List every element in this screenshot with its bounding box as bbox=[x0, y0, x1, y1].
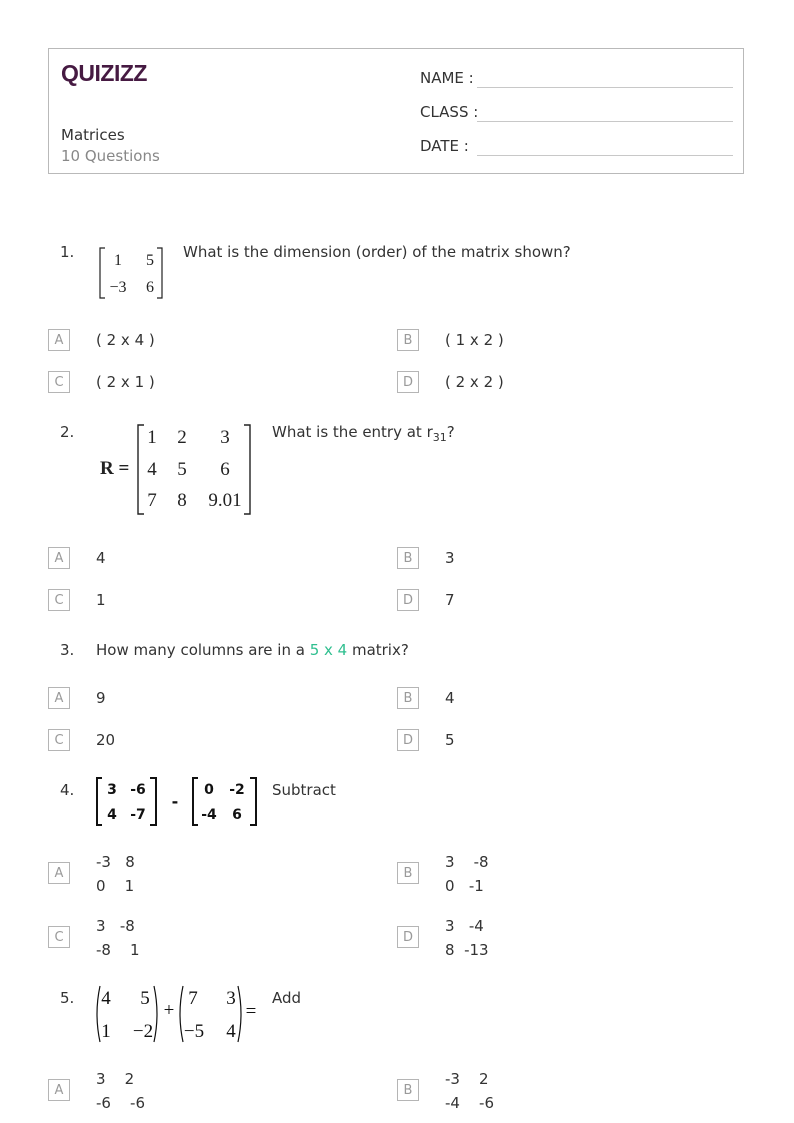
question-1-text: What is the dimension (order) of the matrix shown? bbox=[183, 243, 571, 261]
matrix-entry: 4 bbox=[147, 459, 157, 480]
option-line: 8 -13 bbox=[445, 941, 489, 959]
option-b-box[interactable]: B bbox=[397, 862, 419, 884]
question-5-addition bbox=[92, 983, 262, 1047]
matrix-entry: −5 bbox=[183, 1021, 205, 1042]
option-b-text bbox=[445, 686, 455, 710]
question-4-text: Subtract bbox=[272, 781, 336, 799]
question-2-number: 2. bbox=[60, 423, 75, 441]
worksheet-header bbox=[48, 48, 744, 174]
option-d-text bbox=[445, 370, 504, 394]
option-d-text bbox=[445, 914, 489, 962]
matrix-entry: −2 bbox=[132, 1021, 154, 1042]
class-line[interactable] bbox=[477, 121, 733, 122]
option-line: -4 -6 bbox=[445, 1094, 494, 1112]
option-c-box[interactable]: C bbox=[48, 371, 70, 393]
option-b-text bbox=[445, 1067, 494, 1115]
left-paren bbox=[180, 986, 183, 1042]
matrix-entry: 5 bbox=[177, 459, 187, 480]
option-line: ( 2 x 1 ) bbox=[96, 373, 155, 391]
option-line: 4 bbox=[445, 689, 455, 707]
option-a-box[interactable]: A bbox=[48, 687, 70, 709]
plus-operator: + bbox=[163, 1000, 175, 1021]
question-4-number: 4. bbox=[60, 781, 75, 799]
option-d-text bbox=[445, 728, 455, 752]
question-3-text bbox=[96, 641, 409, 659]
question-count: 10 Questions bbox=[61, 147, 160, 165]
option-line: 9 bbox=[96, 689, 106, 707]
option-b-box[interactable]: B bbox=[397, 329, 419, 351]
question-2-text bbox=[272, 423, 455, 444]
right-bracket bbox=[250, 778, 256, 825]
equals-sign: = bbox=[245, 1001, 257, 1022]
matrix-entry: -2 bbox=[229, 782, 245, 798]
option-b-box[interactable]: B bbox=[397, 687, 419, 709]
option-a-text bbox=[96, 1067, 145, 1115]
option-d-box[interactable]: D bbox=[397, 371, 419, 393]
option-b-text bbox=[445, 328, 504, 352]
option-c-text bbox=[96, 370, 155, 394]
matrix-entry: 2 bbox=[177, 427, 187, 448]
matrix-entry: 5 bbox=[140, 988, 150, 1009]
option-line: -8 1 bbox=[96, 941, 140, 959]
question-2-matrix bbox=[96, 422, 256, 518]
date-line[interactable] bbox=[477, 155, 733, 156]
option-line: 20 bbox=[96, 731, 116, 749]
option-c-text bbox=[96, 728, 115, 752]
option-a-box[interactable]: A bbox=[48, 547, 70, 569]
right-bracket bbox=[150, 778, 156, 825]
question-1-matrix bbox=[96, 244, 168, 302]
question-2-subscript: 31 bbox=[432, 431, 447, 444]
option-line: 3 -8 bbox=[96, 917, 135, 935]
matrix-entry: 1 bbox=[147, 427, 157, 448]
option-a-box[interactable]: A bbox=[48, 862, 70, 884]
question-2-text-end: ? bbox=[446, 423, 455, 441]
option-line: ( 2 x 4 ) bbox=[96, 331, 155, 349]
highlighted-dimension: 5 x 4 bbox=[309, 641, 348, 659]
question-5-text: Add bbox=[272, 989, 302, 1007]
question-5-number: 5. bbox=[60, 989, 75, 1007]
right-paren bbox=[238, 986, 241, 1042]
matrix-entry: -4 bbox=[201, 807, 217, 823]
question-3-text-main: How many columns are in a bbox=[96, 641, 310, 659]
option-b-box[interactable]: B bbox=[397, 547, 419, 569]
matrix-entry: 7 bbox=[147, 490, 157, 511]
option-d-box[interactable]: D bbox=[397, 589, 419, 611]
option-d-text bbox=[445, 588, 455, 612]
option-line: 3 -4 bbox=[445, 917, 484, 935]
option-line: 1 bbox=[96, 591, 106, 609]
question-3-text-end: matrix? bbox=[347, 641, 409, 659]
question-1-number: 1. bbox=[60, 243, 75, 261]
option-line: 7 bbox=[445, 591, 455, 609]
matrix-entry: 6 bbox=[232, 807, 242, 823]
option-b-text bbox=[445, 850, 489, 898]
right-paren bbox=[154, 986, 157, 1042]
matrix-entry: 4 bbox=[107, 807, 117, 823]
matrix-entry: 4 bbox=[101, 988, 111, 1009]
name-line[interactable] bbox=[477, 87, 733, 88]
option-line: 3 2 bbox=[96, 1070, 135, 1088]
option-d-box[interactable]: D bbox=[397, 729, 419, 751]
option-c-box[interactable]: C bbox=[48, 729, 70, 751]
question-4-subtraction bbox=[92, 774, 262, 830]
logo-wordmark: QUIZIZZ bbox=[61, 60, 147, 86]
option-a-box[interactable]: A bbox=[48, 329, 70, 351]
class-label: CLASS : bbox=[420, 103, 479, 121]
option-line: 3 -8 bbox=[445, 853, 489, 871]
option-line: 3 bbox=[445, 549, 455, 567]
option-b-text bbox=[445, 546, 455, 570]
matrix-entry: 4 bbox=[226, 1021, 236, 1042]
option-a-text bbox=[96, 328, 155, 352]
matrix-entry: 3 bbox=[107, 782, 117, 798]
quizizz-logo bbox=[61, 59, 153, 89]
option-b-box[interactable]: B bbox=[397, 1079, 419, 1101]
option-line: ( 1 x 2 ) bbox=[445, 331, 504, 349]
matrix-entry: -6 bbox=[130, 782, 146, 798]
right-bracket bbox=[244, 425, 250, 514]
matrix-entry: 9.01 bbox=[208, 490, 242, 511]
question-3-number: 3. bbox=[60, 641, 75, 659]
option-c-text bbox=[96, 914, 140, 962]
matrix-label: R = bbox=[100, 458, 130, 479]
question-2-text-main: What is the entry at r bbox=[272, 423, 433, 441]
matrix-entry: 1 bbox=[114, 252, 122, 269]
option-line: -6 -6 bbox=[96, 1094, 145, 1112]
option-d-box[interactable]: D bbox=[397, 926, 419, 948]
worksheet-title: Matrices bbox=[61, 126, 125, 144]
option-a-text bbox=[96, 850, 135, 898]
left-bracket bbox=[97, 778, 102, 825]
option-c-box[interactable]: C bbox=[48, 926, 70, 948]
matrix-entry: 6 bbox=[220, 459, 230, 480]
option-a-box[interactable]: A bbox=[48, 1079, 70, 1101]
option-a-text bbox=[96, 686, 106, 710]
option-c-text bbox=[96, 588, 106, 612]
left-bracket bbox=[138, 425, 144, 514]
left-bracket bbox=[100, 248, 105, 298]
matrix-entry: 6 bbox=[146, 279, 154, 296]
right-bracket bbox=[157, 248, 162, 298]
option-line: 5 bbox=[445, 731, 455, 749]
option-line: 0 1 bbox=[96, 877, 135, 895]
option-line: ( 2 x 2 ) bbox=[445, 373, 504, 391]
option-line: 4 bbox=[96, 549, 106, 567]
option-a-text bbox=[96, 546, 106, 570]
left-bracket bbox=[193, 778, 198, 825]
matrix-entry: 1 bbox=[101, 1021, 111, 1042]
quizizz-logo-mark bbox=[61, 59, 153, 89]
option-line: -3 8 bbox=[96, 853, 135, 871]
matrix-entry: -7 bbox=[130, 807, 146, 823]
option-line: 0 -1 bbox=[445, 877, 484, 895]
matrix-entry: 3 bbox=[220, 427, 230, 448]
name-label: NAME : bbox=[420, 69, 474, 87]
matrix-entry: −3 bbox=[109, 279, 127, 296]
option-line: -3 2 bbox=[445, 1070, 489, 1088]
matrix-entry: 0 bbox=[204, 782, 214, 798]
option-c-box[interactable]: C bbox=[48, 589, 70, 611]
matrix-entry: 7 bbox=[188, 988, 198, 1009]
left-paren bbox=[97, 986, 100, 1042]
matrix-entry: 5 bbox=[146, 252, 154, 269]
minus-operator: - bbox=[171, 792, 179, 811]
date-label: DATE : bbox=[420, 137, 469, 155]
matrix-entry: 8 bbox=[177, 490, 187, 511]
matrix-entry: 3 bbox=[226, 988, 236, 1009]
